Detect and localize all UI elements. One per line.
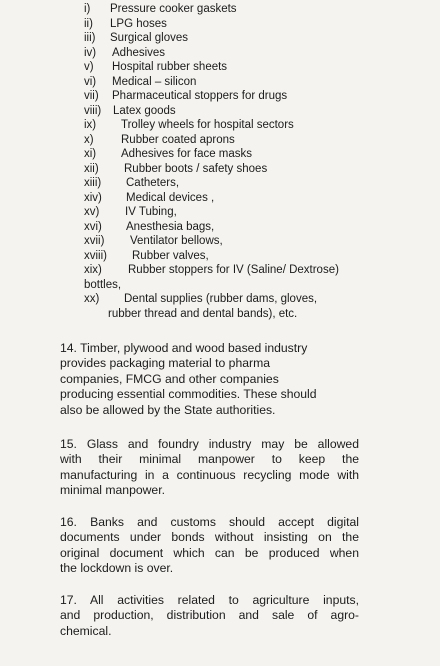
paragraph-line: 15. Glass and foundry industry may be allowed xyxy=(60,437,359,451)
list-item-text: Anesthesia bags, xyxy=(126,220,215,233)
paragraph-line: also be allowed by the State authorities. xyxy=(60,402,276,417)
list-item-number: iv) xyxy=(84,46,97,59)
list-item-number: viii) xyxy=(84,104,102,117)
paragraph-line: the lockdown is over. xyxy=(60,561,174,576)
list-item-number: xv) xyxy=(84,206,100,218)
list-item-text: LPG hoses xyxy=(110,17,167,30)
list-item-number: i) xyxy=(84,3,91,15)
list-item-number: xvii) xyxy=(84,235,105,247)
list-item-text: Medical – silicon xyxy=(112,75,197,88)
list-item-text: bottles, xyxy=(84,278,122,291)
list-item-number: xix) xyxy=(84,264,102,276)
list-item-number: xvi) xyxy=(84,220,102,233)
list-item-number: vi) xyxy=(84,75,97,88)
list-item-text: Medical devices , xyxy=(126,191,215,204)
list-item-number: ix) xyxy=(84,119,97,131)
paragraph-15 xyxy=(60,437,359,499)
list-item-text: Catheters, xyxy=(126,177,180,189)
paragraph-line: manufacturing in a continuous recycling mode with xyxy=(60,467,359,482)
list-item-number: xiii) xyxy=(84,177,102,189)
list-item-number: xx) xyxy=(84,293,100,305)
list-item-text: Hospital rubber sheets xyxy=(112,61,228,73)
paragraph-line: provides packaging material to pharma xyxy=(60,356,271,371)
paragraph-17 xyxy=(60,593,359,639)
paragraph-line: producing essential commodities. These should xyxy=(60,387,317,402)
paragraph-line: 17. All activities related to agriculture inputs, xyxy=(60,593,359,607)
list-item-text: Pharmaceutical stoppers for drugs xyxy=(112,90,288,102)
paragraph-16 xyxy=(60,515,359,577)
list-item-text: Rubber valves, xyxy=(132,249,209,262)
list-item-text: Pressure cooker gaskets xyxy=(110,3,237,15)
list-item-text: Ventilator bellows, xyxy=(130,235,223,247)
list-item-number: iii) xyxy=(84,32,96,44)
list-item-text: IV Tubing, xyxy=(125,206,177,218)
list-item-number: xii) xyxy=(84,162,99,175)
paragraph-line: chemical. xyxy=(60,623,112,638)
list-item-text: Dental supplies (rubber dams, gloves, xyxy=(124,293,318,305)
paragraph-14 xyxy=(60,341,352,418)
list-item-number: xi) xyxy=(84,148,97,160)
paragraph-line: 16. Banks and customs should accept digital xyxy=(60,515,359,529)
list-item-text: Rubber coated aprons xyxy=(121,133,235,146)
list-item-text: Rubber boots / safety shoes xyxy=(124,162,268,175)
list-item-text: Rubber stoppers for IV (Saline/ Dextrose) xyxy=(128,264,339,276)
paragraph-line: and production, distribution and sale of agro- xyxy=(60,608,359,623)
paragraph-line: companies, FMCG and other companies xyxy=(60,371,279,386)
paragraph-line: documents under bonds without insisting on the xyxy=(60,530,359,545)
list-item-number: v) xyxy=(84,61,94,73)
list-item-text: Surgical gloves xyxy=(110,32,188,44)
list-item-number: vii) xyxy=(84,90,99,102)
list-item-text: Adhesives xyxy=(112,46,166,59)
list-item-number: x) xyxy=(84,133,94,146)
list-item-text: rubber thread and dental bands), etc. xyxy=(108,307,298,320)
list-item-text: Latex goods xyxy=(113,104,176,117)
list-item-number: ii) xyxy=(84,17,93,30)
list-item-text: Adhesives for face masks xyxy=(121,148,253,160)
paragraph-line: with their minimal manpower to keep the xyxy=(60,452,359,467)
list-item-text: Trolley wheels for hospital sectors xyxy=(121,119,294,131)
paragraph-line: original document which can be produced when xyxy=(60,545,359,560)
paragraph-line: minimal manpower. xyxy=(60,483,165,498)
paragraph-line: 14. Timber, plywood and wood based industry xyxy=(60,341,308,355)
list-item-number: xiv) xyxy=(84,191,102,204)
list-item-number: xviii) xyxy=(84,249,107,262)
